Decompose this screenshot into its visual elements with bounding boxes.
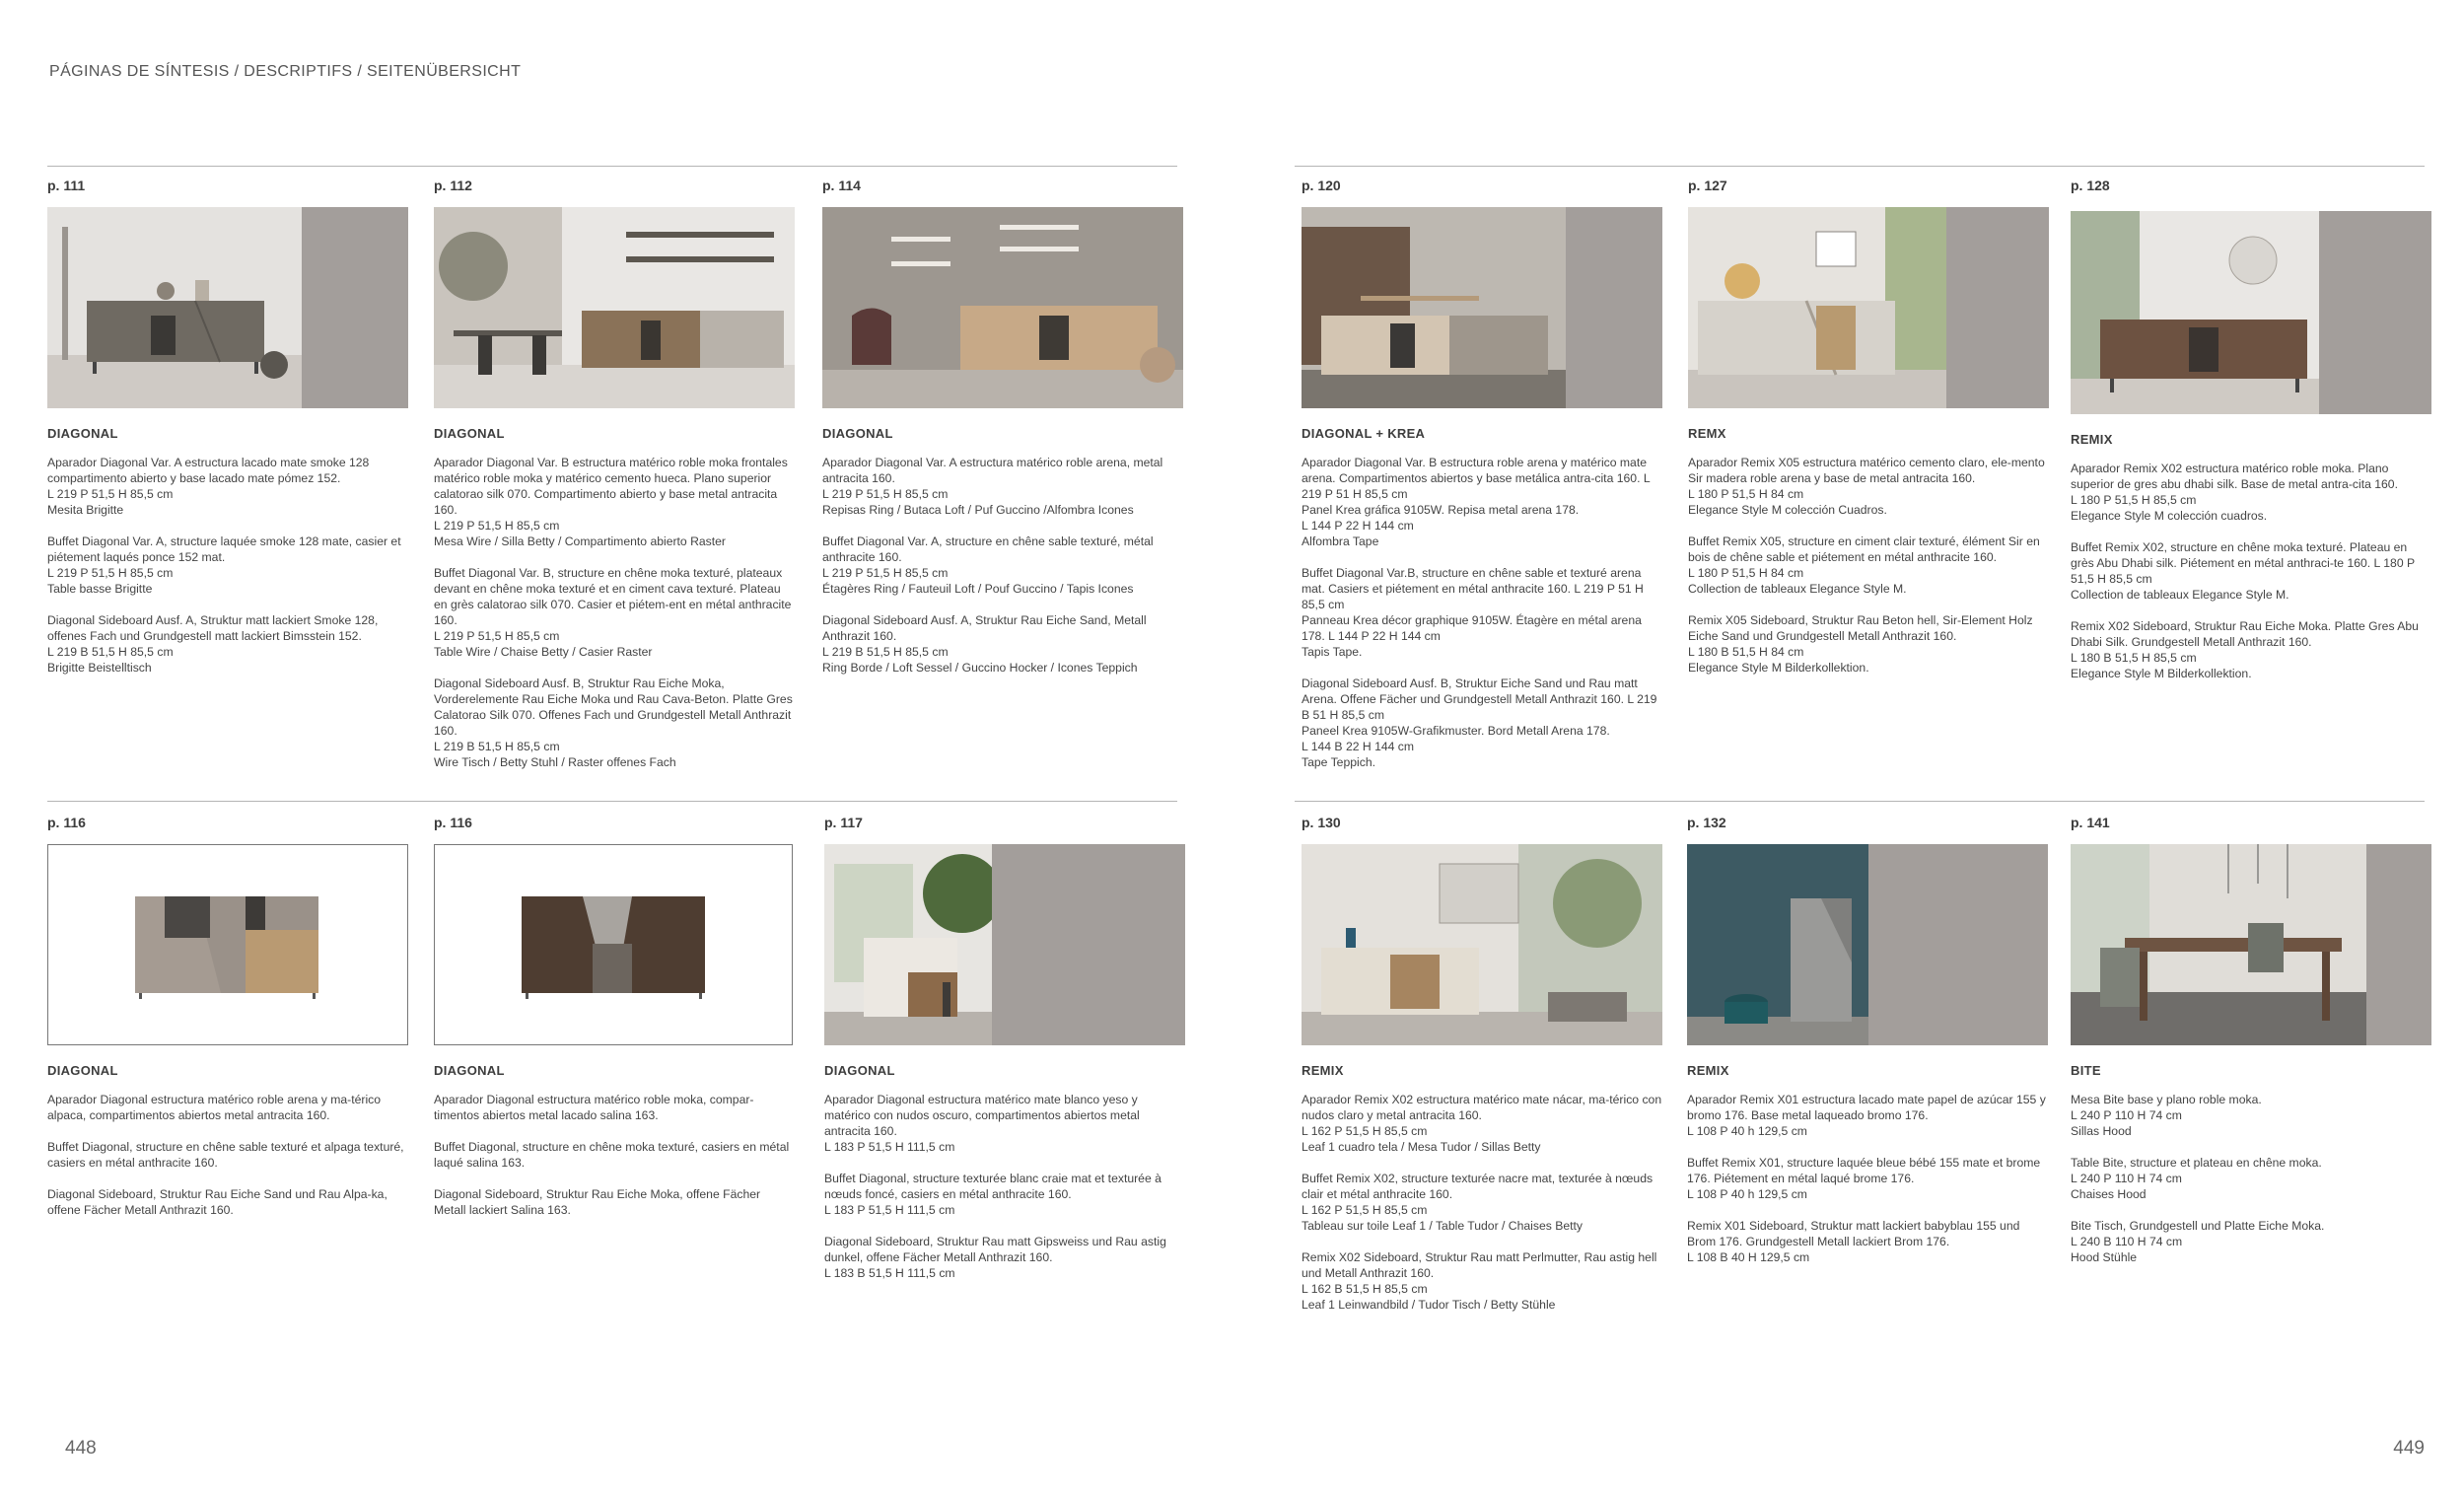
model-name: DIAGONAL [822, 426, 893, 441]
description-de: Diagonal Sideboard, Struktur Rau matt Gipsweiss und Rau astig dunkel, offene Fächer Metall Anthrazit 160. L 183 B 51,5 H 111,5 cm [824, 1235, 1166, 1280]
room-scene-image [1302, 844, 1662, 1045]
room-scene-image [2071, 211, 2319, 414]
description-fr: Buffet Diagonal, structure en chêne moka texturé, casiers en métal laqué salina 163. [434, 1140, 790, 1170]
product-description [824, 1092, 1185, 1281]
description-es: Aparador Remix X01 estructura lacado mate papel de azúcar 155 y bromo 176. Base metal laqueado bromo 176. L 108 P 40 h 129,5 cm [1687, 1093, 2046, 1138]
product-photo [2071, 844, 2431, 1045]
room-scene-image [1302, 207, 1566, 408]
page-reference: p. 130 [1302, 815, 1341, 830]
model-name: DIAGONAL [47, 426, 118, 441]
product-card [47, 178, 408, 691]
description-fr: Buffet Diagonal, structure texturée blanc craie mat et texturée à nœuds foncé, casiers en métal anthracite 160. L 183 P 51,5 H 111,5 cm [824, 1172, 1162, 1217]
description-fr: Table Bite, structure et plateau en chêne moka. L 240 P 110 H 74 cm Chaises Hood [2071, 1156, 2322, 1201]
product-card [824, 815, 1185, 1297]
product-description [822, 455, 1183, 676]
model-name: REMX [1688, 426, 1726, 441]
product-photo [1687, 844, 2048, 1045]
description-fr: Buffet Remix X05, structure en ciment clair texturé, élément Sir en bois de chêne sable et piétement en métal anthracite 160. L 180 P 51,5 H 84 cm Collection de tableaux Elegance Style M. [1688, 534, 2040, 596]
divider-top-right [1295, 166, 2425, 167]
page-reference: p. 111 [47, 178, 86, 193]
product-photo [47, 207, 408, 408]
product-description [1302, 1092, 1662, 1313]
description-fr: Buffet Remix X02, structure texturée nacre mat, texturée à nœuds clair et métal anthracite 160. L 162 P 51,5 H 85,5 cm Tableau sur toile Leaf 1 / Table Tudor / Chaises Betty [1302, 1172, 1654, 1233]
description-es: Aparador Diagonal estructura matérico mate blanco yeso y matérico con nudos oscuro, compartimentos abiertos metal antracita 160. L 183 P 51,5 H 111,5 cm [824, 1093, 1140, 1154]
room-scene-image [1687, 844, 1868, 1045]
product-description [1302, 455, 1662, 770]
page-number-left: 448 [65, 1438, 97, 1459]
product-card [822, 178, 1183, 691]
description-de: Diagonal Sideboard, Struktur Rau Eiche Moka, offene Fächer Metall lackiert Salina 163. [434, 1187, 761, 1217]
room-scene-image [47, 207, 302, 408]
product-description [2071, 461, 2431, 681]
description-de: Remix X02 Sideboard, Struktur Rau matt Perlmutter, Rau astig hell und Metall Anthrazit 160. L 162 B 51,5 H 85,5 cm Leaf 1 Leinwandbild / Tudor Tisch / Betty Stühle [1302, 1250, 1657, 1312]
product-card [1302, 178, 1662, 786]
product-cutout-image [47, 844, 408, 1045]
divider-top-left [47, 166, 1177, 167]
product-photo [1688, 207, 2049, 408]
room-scene-image [434, 207, 795, 408]
description-de: Diagonal Sideboard Ausf. A, Struktur matt lackiert Smoke 128, offenes Fach und Grundgestell matt lackiert Bimsstein 152. L 219 B 51,5 H 85,5 cm Brigitte Beistelltisch [47, 613, 379, 675]
description-de: Diagonal Sideboard, Struktur Rau Eiche Sand und Rau Alpa-ka, offene Fächer Metall Anthrazit 160. [47, 1187, 387, 1217]
page-header: PÁGINAS DE SÍNTESIS / DESCRIPTIFS / SEITENÜBERSICHT [49, 63, 522, 80]
description-fr: Buffet Diagonal, structure en chêne sable texturé et alpaga texturé, casiers en métal anthracite 160. [47, 1140, 404, 1170]
description-de: Diagonal Sideboard Ausf. B, Struktur Rau Eiche Moka, Vorderelemente Rau Eiche Moka und Rau Cava-Beton. Platte Gres Calatorao Silk 070. Offenes Fach und Grundgestell Metall Anthrazit 160. L 219 B 51,5 H 85,5 cm Wire Tisch / Betty Stuhl / Raster offenes Fach [434, 676, 793, 769]
product-description [47, 455, 408, 676]
page-reference: p. 141 [2071, 815, 2110, 830]
model-name: DIAGONAL [434, 1063, 505, 1078]
product-description [1687, 1092, 2048, 1265]
page-reference: p. 112 [434, 178, 472, 193]
product-card [2071, 815, 2431, 1281]
product-description [434, 455, 795, 770]
page-reference: p. 127 [1688, 178, 1727, 193]
description-de: Diagonal Sideboard Ausf. B, Struktur Eiche Sand und Rau matt Arena. Offene Fächer und Grundgestell Metall Anthrazit 160. L 219 B 51 H 85,5 cm Paneel Krea 9105W-Grafikmuster. Bord Metall Arena 178. L 144 B 22 H 144 cm Tape Teppich. [1302, 676, 1657, 769]
page-reference: p. 116 [47, 815, 86, 830]
product-photo [2071, 211, 2431, 414]
description-es: Aparador Diagonal Var. B estructura roble arena y matérico mate arena. Compartimentos abiertos y base metálica antra-cita 160. L 219 P 51 H 85,5 cm Panel Krea gráfica 9105W. Repisa metal arena 178. L 144 P 22 H 144 cm Alfombra Tape [1302, 456, 1651, 548]
product-photo [822, 207, 1183, 408]
room-scene-image [822, 207, 1183, 408]
product-description [1688, 455, 2049, 676]
page-reference: p. 128 [2071, 178, 2110, 193]
sideboard-cutout-image [48, 845, 406, 1043]
product-description [434, 1092, 795, 1218]
product-cutout-image [434, 844, 793, 1045]
description-fr: Buffet Diagonal Var.B, structure en chêne sable et texturé arena mat. Casiers et piétement en métal anthracite 160. L 219 P 51 H 85,5 cm Panneau Krea décor graphique 9105W. Étagère en métal arena 178. L 144 P 22 H 144 cm Tapis Tape. [1302, 566, 1644, 659]
product-card [1302, 815, 1662, 1328]
divider-mid-right [1295, 801, 2425, 802]
description-fr: Buffet Diagonal Var. A, structure laquée smoke 128 mate, casier et piétement laqués ponce 152 mat. L 219 P 51,5 H 85,5 cm Table basse Brigitte [47, 534, 401, 596]
description-es: Aparador Diagonal Var. A estructura matérico roble arena, metal antracita 160. L 219 P 51,5 H 85,5 cm Repisas Ring / Butaca Loft / Puf Guccino /Alfombra Icones [822, 456, 1163, 517]
product-description [47, 1092, 408, 1218]
product-photo [824, 844, 1185, 1045]
description-es: Aparador Diagonal Var. A estructura lacado mate smoke 128 compartimento abierto y base lacado mate pómez 152. L 219 P 51,5 H 85,5 cm Mesita Brigitte [47, 456, 370, 517]
sideboard-cutout-image [435, 845, 791, 1043]
page-reference: p. 117 [824, 815, 863, 830]
divider-mid-left [47, 801, 1177, 802]
room-scene-image [2071, 844, 2366, 1045]
description-de: Diagonal Sideboard Ausf. A, Struktur Rau Eiche Sand, Metall Anthrazit 160. L 219 B 51,5 H 85,5 cm Ring Borde / Loft Sessel / Guccino Hocker / Icones Teppich [822, 613, 1147, 675]
model-name: BITE [2071, 1063, 2101, 1078]
description-fr: Buffet Diagonal Var. B, structure en chêne moka texturé, plateaux devant en chêne moka texturé et en ciment cava texturé. Plateau en grès calatorao silk 070. Casier et piétem-ent en métal anthracite 160. L 219 P 51,5 H 85,5 cm Table Wire / Chaise Betty / Casier Raster [434, 566, 792, 659]
model-name: DIAGONAL [47, 1063, 118, 1078]
description-es: Aparador Diagonal Var. B estructura matérico roble moka frontales matérico roble moka y matérico cemento hueca. Plano superior calatorao silk 070. Compartimento abierto y base metal antracita 160. L 219 P 51,5 H 85,5 cm Mesa Wire / Silla Betty / Compartimento abierto Raster [434, 456, 788, 548]
page-reference: p. 132 [1687, 815, 1726, 830]
description-es: Aparador Remix X05 estructura matérico cemento claro, ele-mento Sir madera roble arena y base de metal antracita 160. L 180 P 51,5 H 84 cm Elegance Style M colección Cuadros. [1688, 456, 2045, 517]
product-photo [1302, 207, 1662, 408]
product-photo [1302, 844, 1662, 1045]
model-name: REMIX [1302, 1063, 1344, 1078]
description-es: Aparador Diagonal estructura matérico roble arena y ma-térico alpaca, compartimentos abiertos metal antracita 160. [47, 1093, 382, 1122]
description-de: Bite Tisch, Grundgestell und Platte Eiche Moka. L 240 B 110 H 74 cm Hood Stühle [2071, 1219, 2325, 1264]
description-de: Remix X02 Sideboard, Struktur Rau Eiche Moka. Platte Gres Abu Dhabi Silk. Grundgestell Metall Anthrazit 160. L 180 B 51,5 H 85,5 cm Elegance Style M Bilderkollektion. [2071, 619, 2419, 680]
page-reference: p. 114 [822, 178, 861, 193]
description-de: Remix X01 Sideboard, Struktur matt lackiert babyblau 155 und Brom 176. Grundgestell Metall lackiert Brom 176. L 108 B 40 H 129,5 cm [1687, 1219, 2020, 1264]
description-fr: Buffet Diagonal Var. A, structure en chêne sable texturé, métal anthracite 160. L 219 P 51,5 H 85,5 cm Étagères Ring / Fauteuil Loft / Pouf Guccino / Tapis Icones [822, 534, 1154, 596]
description-es: Aparador Diagonal estructura matérico roble moka, compar-timentos abiertos metal lacado salina 163. [434, 1093, 754, 1122]
product-card [1687, 815, 2048, 1281]
product-photo [434, 207, 795, 408]
product-description [2071, 1092, 2431, 1265]
model-name: DIAGONAL + KREA [1302, 426, 1426, 441]
model-name: DIAGONAL [434, 426, 505, 441]
page-reference: p. 116 [434, 815, 472, 830]
page-number-right: 449 [2393, 1438, 2425, 1459]
product-card [434, 815, 795, 1234]
description-de: Remix X05 Sideboard, Struktur Rau Beton hell, Sir-Element Holz Eiche Sand und Grundgestell Metall Anthrazit 160. L 180 B 51,5 H 84 cm Elegance Style M Bilderkollektion. [1688, 613, 2033, 675]
description-fr: Buffet Remix X02, structure en chêne moka texturé. Plateau en grès Abu Dhabi silk. Piétement en métal anthraci-te 160. L 180 P 51,5 H 85,5 cm Collection de tableaux Elegance Style M. [2071, 540, 2415, 602]
description-es: Aparador Remix X02 estructura matérico mate nácar, ma-térico con nudos claro y metal antracita 160. L 162 P 51,5 H 85,5 cm Leaf 1 cuadro tela / Mesa Tudor / Sillas Betty [1302, 1093, 1662, 1154]
product-card [47, 815, 408, 1234]
description-es: Aparador Remix X02 estructura matérico roble moka. Plano superior de gres abu dhabi silk. Base de metal antra-cita 160. L 180 P 51,5 H 85,5 cm Elegance Style M colección cuadros. [2071, 462, 2398, 523]
room-scene-image [824, 844, 992, 1045]
model-name: REMIX [2071, 432, 2113, 447]
room-scene-image [1688, 207, 1946, 408]
model-name: REMIX [1687, 1063, 1729, 1078]
model-name: DIAGONAL [824, 1063, 895, 1078]
description-fr: Buffet Remix X01, structure laquée bleue bébé 155 mate et brome 176. Piétement en métal laqué brome 176. L 108 P 40 h 129,5 cm [1687, 1156, 2041, 1201]
description-es: Mesa Bite base y plano roble moka. L 240 P 110 H 74 cm Sillas Hood [2071, 1093, 2262, 1138]
product-card [1688, 178, 2049, 691]
product-card [434, 178, 795, 786]
page-reference: p. 120 [1302, 178, 1341, 193]
product-card [2071, 178, 2431, 697]
